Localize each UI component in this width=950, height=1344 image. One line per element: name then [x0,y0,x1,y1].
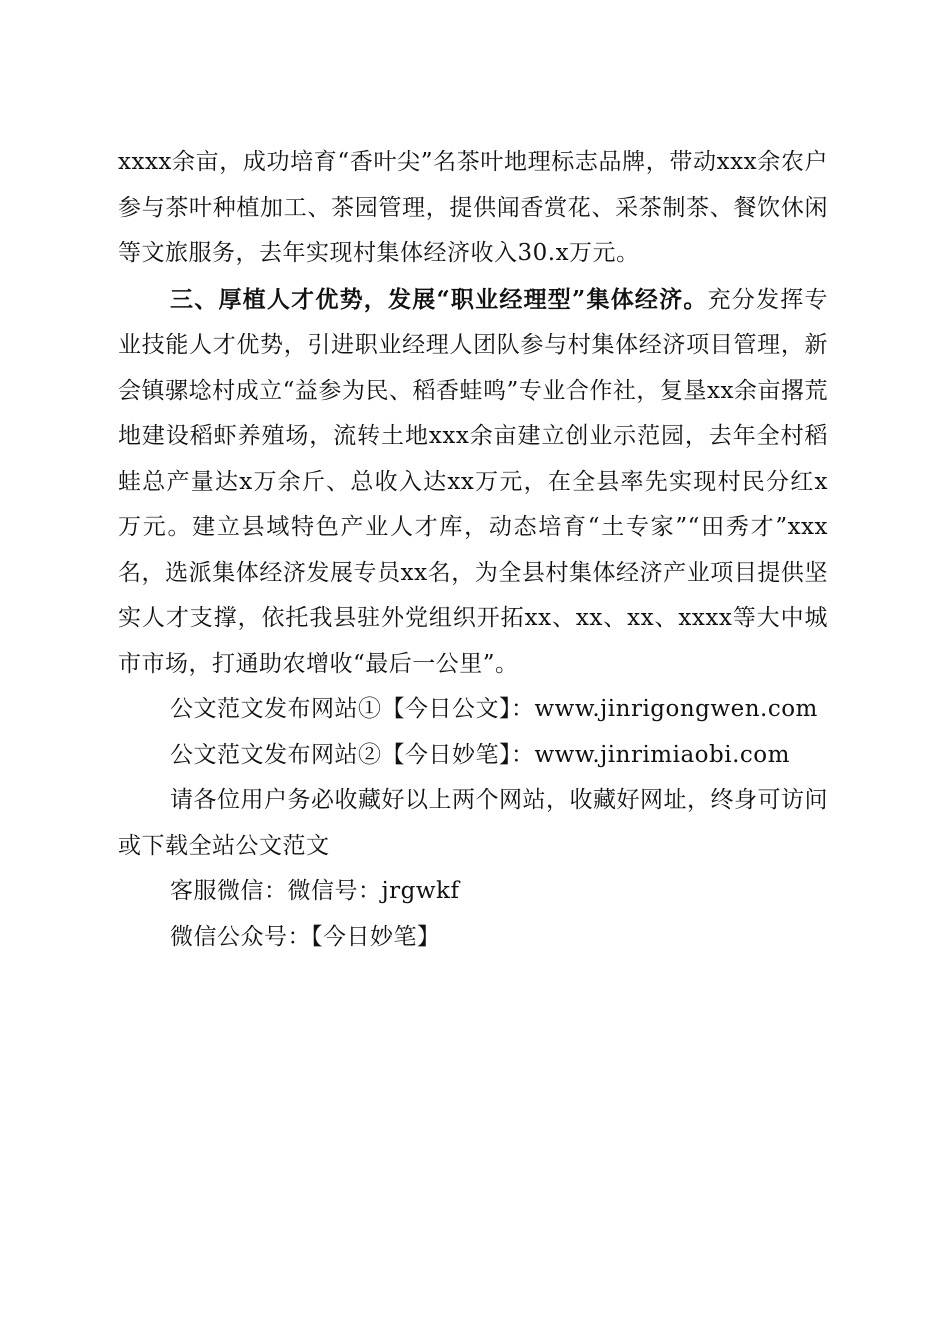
paragraph-2-heading: 三、厚植人才优势，发展“职业经理型”集体经济。 [170,285,708,313]
public-account-line: 微信公众号：【今日妙笔】 [170,923,441,950]
paragraph-2 [118,277,828,688]
site-1-line: 公文范文发布网站①【今日公文】：www.jinrigongwen.com [170,696,818,722]
site-2-line: 公文范文发布网站②【今日妙笔】：www.jinrimiaobi.com [170,741,790,768]
service-wechat-line: 客服微信：微信号：jrgwkf [170,878,460,904]
bookmark-notice: 请各位用户务必收藏好以上两个网站，收藏好网址，终身可访问或下载全站公文范文 [118,787,828,859]
document-page [118,140,828,960]
paragraph-2-body: 充分发挥专业技能人才优势，引进职业经理人团队参与村集体经济项目管理，新会镇骡埝村成立“益参为民、稻香蛙鸣”专业合作社，复垦xx余亩撂荒地建设稻虾养殖场，流转土地xxx余亩建立创业示范园，去年全村稻蛙总产量达x万余斤、总收入达xx万元，在全县率先实现村民分红x万元。建立县域特色产业人才库，动态培育“土专家”“田秀才”xxx名，选派集体经济发展专员xx名，为全县村集体经济产业项目提供坚实人才支撑，依托我县驻外党组织开拓xx、xx、xx、xxxx等大中城市市场，打通助农增收“最后一公里”。 [118,286,829,677]
paragraph-1: xxxx余亩，成功培育“香叶尖”名茶叶地理标志品牌，带动xxx余农户参与茶叶种植加工、茶园管理，提供闻香赏花、采茶制茶、餐饮休闲等文旅服务，去年实现村集体经济收入30.x万元。 [118,149,828,266]
